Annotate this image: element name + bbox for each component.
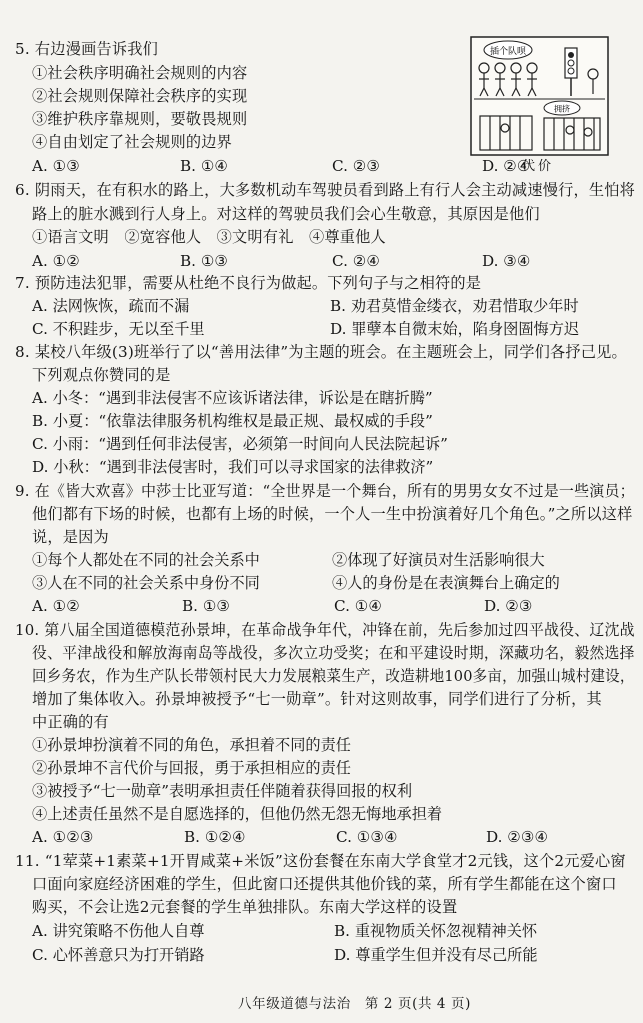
cartoon-bubble-top: 插个队呗 bbox=[489, 47, 527, 57]
q5-option-a: A. ①③ bbox=[32, 157, 80, 175]
q6-option-a: A. ①② bbox=[32, 252, 80, 270]
q7-option-b: B. 劝君莫惜金缕衣，劝君惜取少年时 bbox=[330, 297, 579, 315]
q5-statement-1: ①社会秩序明确社会规则的内容 bbox=[32, 64, 248, 82]
q6-option-c: C. ②④ bbox=[332, 252, 380, 270]
q6-stem-line-2: 路上的脏水溅到行人身上。对这样的驾驶员我们会心生敬意，其原因是他们 bbox=[32, 205, 540, 223]
page-footer: 八年级道德与法治 第 2 页(共 4 页) bbox=[238, 996, 471, 1012]
q9-option-b: B. ①③ bbox=[182, 597, 231, 615]
cartoon-caption: 代价 bbox=[522, 159, 555, 174]
q9-option-c: C. ①④ bbox=[334, 597, 382, 615]
q11-stem-line-2: 口面向家庭经济困难的学生，但此窗口还提供其他价钱的菜，所有学生都能在这个窗口 bbox=[32, 875, 617, 893]
q7-option-c: C. 不积跬步，无以至千里 bbox=[32, 320, 205, 338]
q10-statement-4: ④上述责任虽然不是自愿选择的，但他仍然无怨无悔地承担着 bbox=[32, 805, 443, 823]
q11-option-b: B. 重视物质关怀忽视精神关怀 bbox=[334, 922, 538, 940]
q6-statements: ①语言文明 ②宽容他人 ③文明有礼 ④尊重他人 bbox=[32, 228, 386, 246]
q5-statement-4: ④自由划定了社会规则的边界 bbox=[32, 133, 233, 151]
q10-option-c: C. ①③④ bbox=[336, 828, 398, 846]
q8-option-c: C. 小雨：“遇到任何非法侵害，必须第一时间向人民法院起诉” bbox=[32, 435, 448, 453]
q8-option-a: A. 小冬：“遇到非法侵害不应该诉诸法律，诉讼是在瞎折腾” bbox=[32, 389, 433, 407]
q11-stem-line-3: 购买，不会让选2元套餐的学生单独排队。东南大学这样的设置 bbox=[32, 898, 458, 916]
q5-stem: 5. 右边漫画告诉我们 bbox=[15, 40, 159, 58]
q5-option-d: D. ②④ bbox=[482, 157, 531, 175]
cartoon-bubble-bottom: 拥挤 bbox=[554, 104, 570, 114]
q11-option-c: C. 心怀善意只为打开销路 bbox=[32, 946, 205, 964]
q9-option-a: A. ①② bbox=[32, 597, 80, 615]
q10-stem-line-4: 增加了集体收入。孙景坤被授予“七一勋章”。针对这则故事，同学们进行了分析，其 bbox=[32, 690, 602, 708]
q10-statement-1: ①孙景坤扮演着不同的角色，承担着不同的责任 bbox=[32, 736, 351, 754]
q7-stem: 7. 预防违法犯罪，需要从杜绝不良行为做起。下列句子与之相符的是 bbox=[15, 274, 482, 292]
q6-option-d: D. ③④ bbox=[482, 252, 531, 270]
q10-statement-3: ③被授予“七一勋章”表明承担责任伴随着获得回报的权利 bbox=[32, 782, 413, 800]
q9-statement-1: ①每个人都处在不同的社会关系中 bbox=[32, 551, 260, 569]
q7-option-a: A. 法网恢恢，疏而不漏 bbox=[32, 297, 190, 315]
q10-option-d: D. ②③④ bbox=[486, 828, 549, 846]
q5-option-b: B. ①④ bbox=[180, 157, 229, 175]
q6-stem-line-1: 6. 阴雨天，在有积水的路上，大多数机动车驾驶员看到路上有行人会主动减速慢行，生怕将 bbox=[15, 181, 636, 199]
q9-option-d: D. ②③ bbox=[484, 597, 533, 615]
q5-statement-3: ③维护秩序靠规则，要敬畏规则 bbox=[32, 110, 248, 128]
q5-statement-2: ②社会规则保障社会秩序的实现 bbox=[32, 87, 248, 105]
q9-stem-line-1: 9. 在《皆大欢喜》中莎士比亚写道：“全世界是一个舞台，所有的男男女女不过是一些演员； bbox=[15, 482, 635, 500]
q7-option-d: D. 罪孽本自微末始，陷身囹圄悔方迟 bbox=[330, 320, 580, 338]
q8-option-d: D. 小秋：“遇到非法侵害时，我们可以寻求国家的法律救济” bbox=[32, 458, 434, 476]
q10-option-b: B. ①②④ bbox=[184, 828, 246, 846]
q6-option-b: B. ①③ bbox=[180, 252, 229, 270]
q9-stem-line-3: 说，是因为 bbox=[32, 528, 109, 546]
q9-stem-line-2: 他们都有下场的时候，也都有上场的时候，一个人一生中扮演着好几个角色。”之所以这样 bbox=[32, 505, 633, 523]
q9-statement-2: ②体现了好演员对生活影响很大 bbox=[332, 551, 545, 569]
q10-stem-line-3: 回乡务农，作为生产队长带领村民大力发展粮菜生产，改造耕地100多亩，加强山城村建设， bbox=[32, 667, 635, 685]
q11-stem-line-1: 11. “1荤菜+1素菜+1开胃咸菜+米饭”这份套餐在东南大学食堂才2元钱，这个2元爱心窗 bbox=[15, 852, 626, 870]
q10-statement-2: ②孙景坤不言代价与回报，勇于承担相应的责任 bbox=[32, 759, 351, 777]
q10-stem-line-2: 役、平津战役和解放海南岛等战役，多次立功受奖；在和平建设时期，深藏功名，毅然选择 bbox=[32, 644, 635, 662]
q8-stem-line-1: 8. 某校八年级(3)班举行了以“善用法律”为主题的班会。在主题班会上，同学们各抒己见。 bbox=[15, 343, 627, 361]
q8-option-b: B. 小夏：“依靠法律服务机构维权是最正规、最权威的手段” bbox=[32, 412, 433, 430]
q11-option-d: D. 尊重学生但并没有尽己所能 bbox=[334, 946, 538, 964]
q9-statement-4: ④人的身份是在表演舞台上确定的 bbox=[332, 574, 560, 592]
q10-stem-line-1: 10. 第八届全国道德模范孙景坤，在革命战争年代，冲锋在前，先后参加过四平战役、辽沈战 bbox=[15, 621, 635, 639]
q10-option-a: A. ①②③ bbox=[32, 828, 94, 846]
cartoon-illustration bbox=[470, 36, 609, 156]
q9-statement-3: ③人在不同的社会关系中身份不同 bbox=[32, 574, 260, 592]
q10-stem-line-5: 中正确的有 bbox=[32, 713, 109, 731]
q8-stem-line-2: 下列观点你赞同的是 bbox=[32, 366, 171, 384]
q11-option-a: A. 讲究策略不伤他人自尊 bbox=[32, 922, 205, 940]
q5-option-c: C. ②③ bbox=[332, 157, 380, 175]
